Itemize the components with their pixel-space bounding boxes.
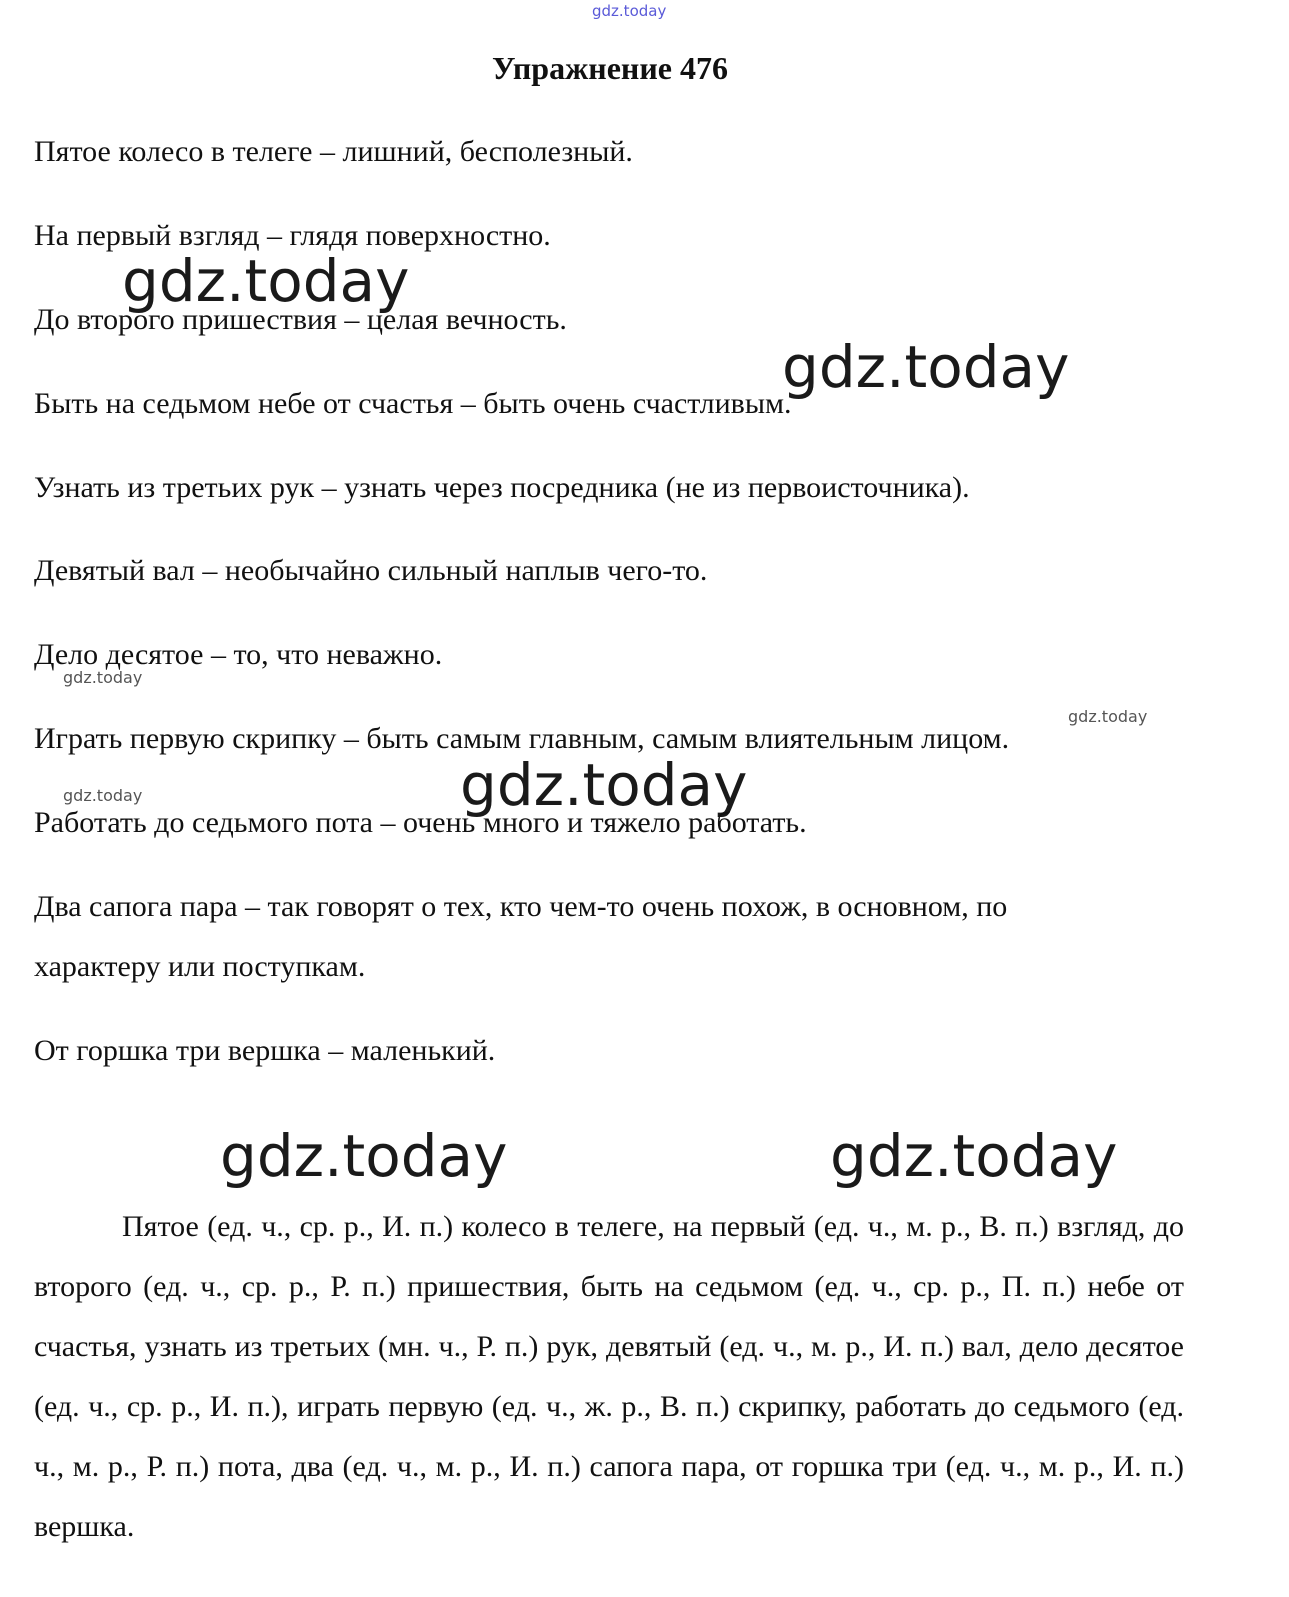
- watermark-small-2: gdz.today: [1068, 707, 1148, 726]
- idiom-line: Девятый вал – необычайно сильный наплыв чего-то.: [34, 554, 708, 587]
- watermark-3: gdz.today: [460, 751, 748, 819]
- idiom-line: До второго пришествия – целая вечность.: [34, 303, 567, 336]
- idiom-line: Быть на седьмом небе от счастья – быть очень счастливым.: [34, 387, 792, 420]
- idiom-line: Узнать из третьих рук – узнать через посредника (не из первоисточника).: [34, 471, 970, 504]
- idiom-line: Пятое колесо в телеге – лишний, бесполезный.: [34, 135, 633, 168]
- idiom-line-continuation: характеру или поступкам.: [34, 950, 366, 983]
- watermark-5: gdz.today: [830, 1122, 1118, 1190]
- watermark-small-1: gdz.today: [63, 668, 143, 687]
- idiom-line: Дело десятое – то, что неважно.: [34, 638, 443, 671]
- idiom-line: Работать до седьмого пота – очень много и тяжело работать.: [34, 806, 807, 839]
- analysis-paragraph: Пятое (ед. ч., ср. р., И. п.) колесо в телеге, на первый (ед. ч., м. р., В. п.) взгляд, до второго (ед. ч., ср. р., Р. п.) пришествия, быть на седьмом (ед. ч., ср. р., П. п.) небе от счастья, узнать из третьих (мн. ч., Р. п.) рук, девятый (ед. ч., м. р., И. п.) вал, дело десятое (ед. ч., ср. р., И. п.), играть первую (ед. ч., ж. р., В. п.) скрипку, работать до седьмого (ед. ч., м. р., Р. п.) пота, два (ед. ч., м. р., И. п.) сапога пара, от горшка три (ед. ч., м. р., И. п.) вершка.: [34, 1210, 1184, 1543]
- watermark-top: gdz.today: [592, 2, 667, 20]
- watermark-1: gdz.today: [122, 247, 410, 315]
- idiom-line: Два сапога пара – так говорят о тех, кто чем-то очень похож, в основном, по: [34, 890, 1008, 923]
- watermark-2: gdz.today: [782, 333, 1070, 401]
- watermark-small-3: gdz.today: [63, 786, 143, 805]
- watermark-4: gdz.today: [220, 1122, 508, 1190]
- idiom-line: Играть первую скрипку – быть самым главным, самым влиятельным лицом.: [34, 722, 1010, 755]
- idiom-line: От горшка три вершка – маленький.: [34, 1034, 496, 1067]
- page-title: Упражнение 476: [491, 50, 728, 86]
- idiom-line: На первый взгляд – глядя поверхностно.: [34, 219, 551, 252]
